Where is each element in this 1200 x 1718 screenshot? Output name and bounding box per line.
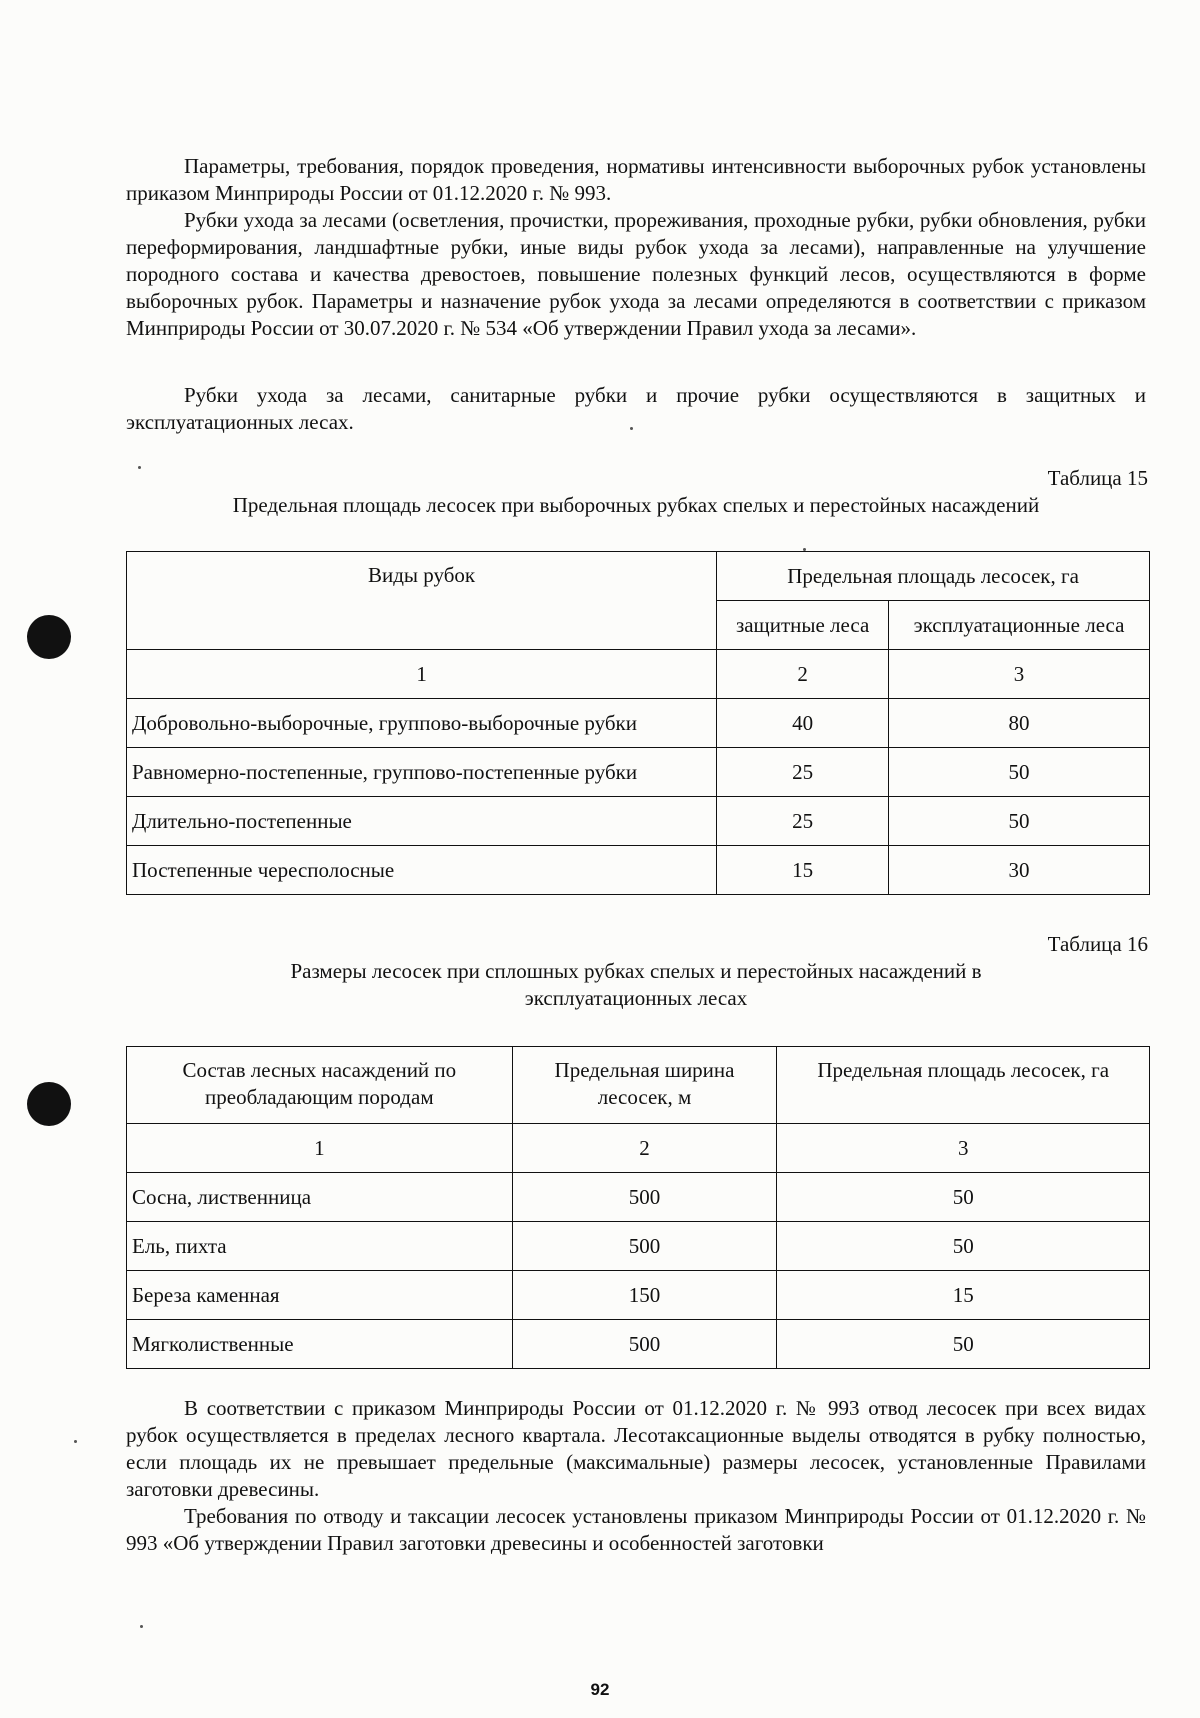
width-value: 150 bbox=[512, 1271, 777, 1320]
table15 bbox=[126, 551, 1150, 895]
table15-num-2: 2 bbox=[717, 650, 889, 699]
table15-num-1: 1 bbox=[127, 650, 717, 699]
cutting-type: Равномерно-постепенные, группово-постепенные рубки bbox=[127, 748, 717, 797]
species-name: Береза каменная bbox=[127, 1271, 513, 1320]
paragraph-5: Требования по отводу и таксации лесосек установлены приказом Минприроды России от 01.12.2020 г. № 993 «Об утверждении Правил заготовки древесины и особенностей заготовки bbox=[126, 1504, 1146, 1555]
exploitation-value: 50 bbox=[889, 748, 1150, 797]
table15-header-area: Предельная площадь лесосек, га bbox=[717, 552, 1150, 601]
table-row bbox=[127, 1320, 1150, 1369]
table15-header-types: Виды рубок bbox=[127, 552, 717, 650]
table-row bbox=[127, 699, 1150, 748]
species-name: Сосна, лиственница bbox=[127, 1173, 513, 1222]
table16-num-1: 1 bbox=[127, 1124, 513, 1173]
table-row bbox=[127, 1271, 1150, 1320]
table16-number-row bbox=[127, 1124, 1150, 1173]
paragraph-2: Рубки ухода за лесами (осветления, прочистки, прореживания, проходные рубки, рубки обновления, рубки переформирования, ландшафтные рубки, иные виды рубок ухода за лесами), направленные на улучшение породного состава и качества древостоев, повышение полезных функций лесов, осуществляются в форме выборочных рубок. Параметры и назначение рубок ухода за лесами определяются в соответствии с приказом Минприроды России от 30.07.2020 г. № 534 «Об утверждении Правил ухода за лесами». bbox=[126, 208, 1146, 340]
table16-num-2: 2 bbox=[512, 1124, 777, 1173]
table-row bbox=[127, 1173, 1150, 1222]
scan-speck bbox=[74, 1440, 77, 1443]
width-value: 500 bbox=[512, 1320, 777, 1369]
table16 bbox=[126, 1046, 1150, 1369]
scan-speck bbox=[140, 1625, 143, 1628]
table16-caption-line1: Размеры лесосек при сплошных рубках спелых и перестойных насаждений в bbox=[290, 959, 982, 983]
table15-label: Таблица 15 bbox=[1047, 466, 1148, 490]
table15-num-3: 3 bbox=[889, 650, 1150, 699]
punch-hole-mark bbox=[27, 1082, 71, 1126]
exploitation-value: 30 bbox=[889, 846, 1150, 895]
area-value: 15 bbox=[777, 1271, 1150, 1320]
area-value: 50 bbox=[777, 1222, 1150, 1271]
paragraph-1: Параметры, требования, порядок проведения, нормативы интенсивности выборочных рубок установлены приказом Минприроды России от 01.12.2020 г. № 993. bbox=[126, 154, 1146, 205]
table15-caption: Предельная площадь лесосек при выборочных рубках спелых и перестойных насаждений bbox=[232, 493, 1040, 517]
cutting-type: Постепенные чересполосные bbox=[127, 846, 717, 895]
table-row bbox=[127, 846, 1150, 895]
protective-value: 40 bbox=[717, 699, 889, 748]
table16-label: Таблица 16 bbox=[1047, 932, 1148, 956]
punch-hole-mark bbox=[27, 615, 71, 659]
page-number: 92 bbox=[590, 1680, 610, 1699]
protective-value: 25 bbox=[717, 748, 889, 797]
exploitation-value: 80 bbox=[889, 699, 1150, 748]
cutting-type: Длительно-постепенные bbox=[127, 797, 717, 846]
table16-header-area: Предельная площадь лесосек, га bbox=[777, 1047, 1150, 1124]
width-value: 500 bbox=[512, 1173, 777, 1222]
exploitation-value: 50 bbox=[889, 797, 1150, 846]
table16-num-3: 3 bbox=[777, 1124, 1150, 1173]
area-value: 50 bbox=[777, 1320, 1150, 1369]
species-name: Ель, пихта bbox=[127, 1222, 513, 1271]
protective-value: 15 bbox=[717, 846, 889, 895]
table16-header-composition: Состав лесных насаждений по преобладающим породам bbox=[127, 1047, 513, 1124]
cutting-type: Добровольно-выборочные, группово-выборочные рубки bbox=[127, 699, 717, 748]
table15-number-row bbox=[127, 650, 1150, 699]
table-row bbox=[127, 797, 1150, 846]
table16-header-width: Предельная ширина лесосек, м bbox=[512, 1047, 777, 1124]
area-value: 50 bbox=[777, 1173, 1150, 1222]
paragraph-3: Рубки ухода за лесами, санитарные рубки и прочие рубки осуществляются в защитных и эксплуатационных лесах. bbox=[126, 383, 1146, 434]
table15-header-protective: защитные леса bbox=[717, 601, 889, 650]
table15-header-row bbox=[127, 552, 1150, 601]
species-name: Мягколиственные bbox=[127, 1320, 513, 1369]
scan-speck bbox=[630, 427, 633, 430]
scan-speck bbox=[138, 466, 141, 469]
table15-header-exploitation: эксплуатационные леса bbox=[889, 601, 1150, 650]
protective-value: 25 bbox=[717, 797, 889, 846]
table-row bbox=[127, 748, 1150, 797]
scan-speck bbox=[803, 548, 806, 551]
table16-caption-line2: эксплуатационных лесах bbox=[524, 986, 748, 1010]
paragraph-4: В соответствии с приказом Минприроды России от 01.12.2020 г. № 993 отвод лесосек при всех видах рубок осуществляется в пределах лесного квартала. Лесотаксационные выделы отводятся в рубку полностью, если площадь их не превышает предельные (максимальные) размеры лесосек, установленные Правилами заготовки древесины. bbox=[126, 1396, 1146, 1501]
table16-header-row bbox=[127, 1047, 1150, 1124]
width-value: 500 bbox=[512, 1222, 777, 1271]
table-row bbox=[127, 1222, 1150, 1271]
